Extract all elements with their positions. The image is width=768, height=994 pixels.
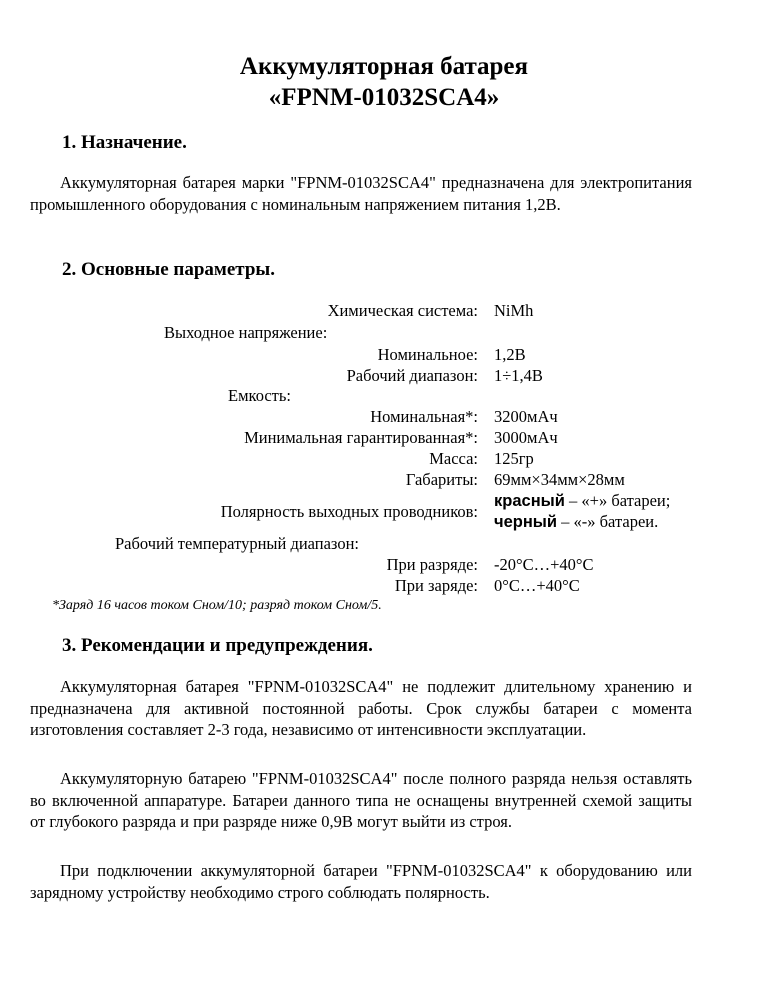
nominal-voltage-value: 1,2В: [494, 345, 526, 364]
document-title-line1: Аккумуляторная батарея: [239, 53, 529, 80]
section1-heading: 1. Назначение.: [62, 132, 187, 153]
mass-label: Масса:: [429, 449, 478, 468]
polarity-red: [494, 490, 670, 512]
section2-heading: 2. Основные параметры.: [62, 259, 276, 280]
section3-heading: 3. Рекомендации и предупреждения.: [62, 635, 373, 656]
charge-label: При заряде:: [394, 576, 478, 595]
capacity-min-value: 3000мАч: [494, 428, 558, 447]
polarity-black: [494, 511, 658, 533]
polarity-black-rest: – «-» батареи.: [557, 512, 659, 531]
nominal-voltage-label: Номинальное:: [377, 345, 478, 364]
chem-value: NiMh: [494, 301, 534, 320]
polarity-black-word: черный: [494, 513, 558, 531]
mass-value: 125гр: [494, 449, 534, 468]
voltage-range-label: Рабочий диапазон:: [346, 366, 478, 385]
section3-p2-text: Аккумуляторную батарею "FPNM-01032SCA4" после полного разряда нельзя оставлять во включенной аппаратуре. Батареи данного типа не оснащены внутренней схемой защиты от глубокого разряда и при разряде ниже 0,9В могут выйти из строя.: [30, 769, 692, 831]
polarity-label: Полярность выходных проводников:: [220, 502, 478, 521]
capacity-min-label: Минимальная гарантированная*:: [244, 428, 478, 447]
section3-p3-text: При подключении аккумуляторной батареи "FPNM-01032SCA4" к оборудованию или зарядному устройству необходимо строго соблюдать полярность.: [30, 861, 692, 902]
capacity-nominal-label: Номинальная*:: [370, 407, 478, 426]
voltage-range-value: 1÷1,4В: [494, 366, 543, 385]
dimensions-label: Габариты:: [405, 470, 478, 489]
dimensions-value: 69мм×34мм×28мм: [494, 470, 625, 489]
section3-paragraph-3: [30, 860, 692, 903]
document-title-line2: «FPNM-01032SCA4»: [268, 84, 500, 111]
footnote: *Заряд 16 часов током Сном/10; разряд током Сном/5.: [52, 598, 382, 613]
capacity-label: Емкость:: [228, 386, 292, 405]
section1-text: Аккумуляторная батарея марки "FPNM-01032SCA4" предназначена для электропитания промышленного оборудования с номинальным напряжением питания 1,2В.: [30, 173, 692, 214]
discharge-value: -20°С…+40°С: [494, 555, 594, 574]
polarity-red-rest: – «+» батареи;: [564, 491, 671, 510]
capacity-nominal-value: 3200мАч: [494, 407, 558, 426]
polarity-red-word: красный: [494, 492, 565, 510]
voltage-label: Выходное напряжение:: [164, 323, 328, 342]
section3-paragraph-2: [30, 768, 692, 833]
temp-range-label: Рабочий температурный диапазон:: [115, 534, 360, 553]
section1-paragraph: [30, 172, 692, 215]
chem-label: Химическая система:: [327, 301, 478, 320]
discharge-label: При разряде:: [386, 555, 478, 574]
section3-p1-text: Аккумуляторная батарея "FPNM-01032SCA4" не подлежит длительному хранению и предназначена для активной постоянной работы. Срок службы батареи с момента изготовления составляет 2-3 года, независимо от интенсивности эксплуатации.: [30, 677, 692, 739]
section3-paragraph-1: [30, 676, 692, 741]
charge-value: 0°С…+40°С: [494, 576, 580, 595]
